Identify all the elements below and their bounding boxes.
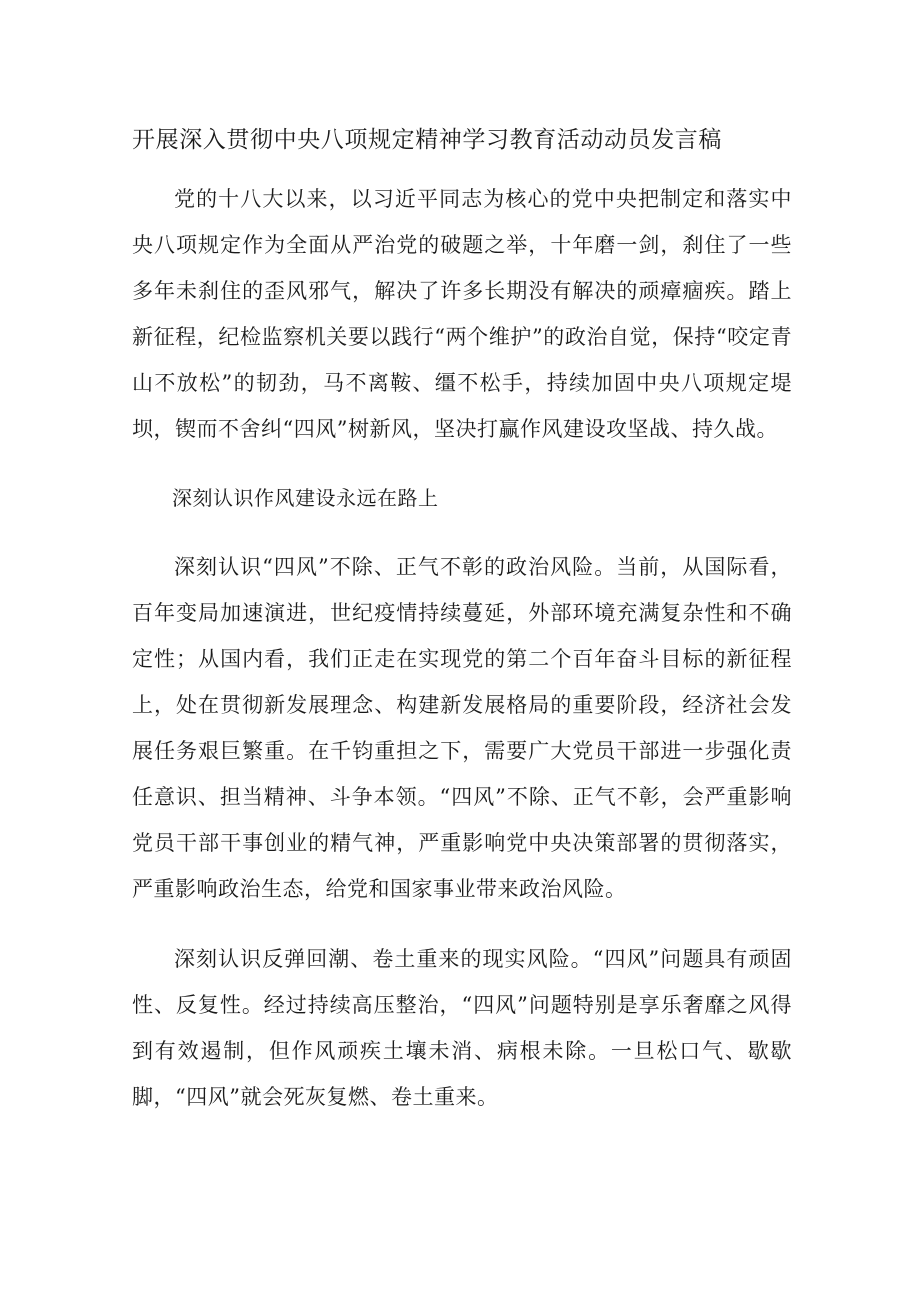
intro-paragraph: 党的十八大以来，以习近平同志为核心的党中央把制定和落实中央八项规定作为全面从严治党的破题之举，十年磨一剑，刹住了一些多年未刹住的歪风邪气，解决了许多长期没有解决的顽瘴痼疾。踏上新征程，纪检监察机关要以践行“两个维护”的政治自觉，保持“咬定青山不放松”的韧劲，马不离鞍、缰不松手，持续加固中央八项规定堤坝，锲而不舍纠“四风”树新风，坚决打赢作风建设攻坚战、持久战。	[132, 187, 792, 441]
section-paragraph-rebound-risk: 深刻认识反弹回潮、卷土重来的现实风险。“四风”问题具有顽固性、反复性。经过持续高压整治，“四风”问题特别是享乐奢靡之风得到有效遏制，但作风顽疾土壤未消、病根未除。一旦松口气、歇歇脚，“四风”就会死灰复燃、卷土重来。	[132, 947, 792, 1109]
document-title: 开展深入贯彻中央八项规定精神学习教育活动动员发言稿	[132, 127, 722, 153]
section-heading: 深刻认识作风建设永远在路上	[172, 486, 439, 510]
section-paragraph-political-risk: 深刻认识“四风”不除、正气不彰的政治风险。当前，从国际看，百年变局加速演进，世纪疫情持续蔓延，外部环境充满复杂性和不确定性；从国内看，我们正走在实现党的第二个百年奋斗目标的新征程上，处在贯彻新发展理念、构建新发展格局的重要阶段，经济社会发展任务艰巨繁重。在千钧重担之下，需要广大党员干部进一步强化责任意识、担当精神、斗争本领。“四风”不除、正气不彰，会严重影响党员干部干事创业的精气神，严重影响党中央决策部署的贯彻落实，严重影响政治生态，给党和国家事业带来政治风险。	[132, 555, 792, 901]
